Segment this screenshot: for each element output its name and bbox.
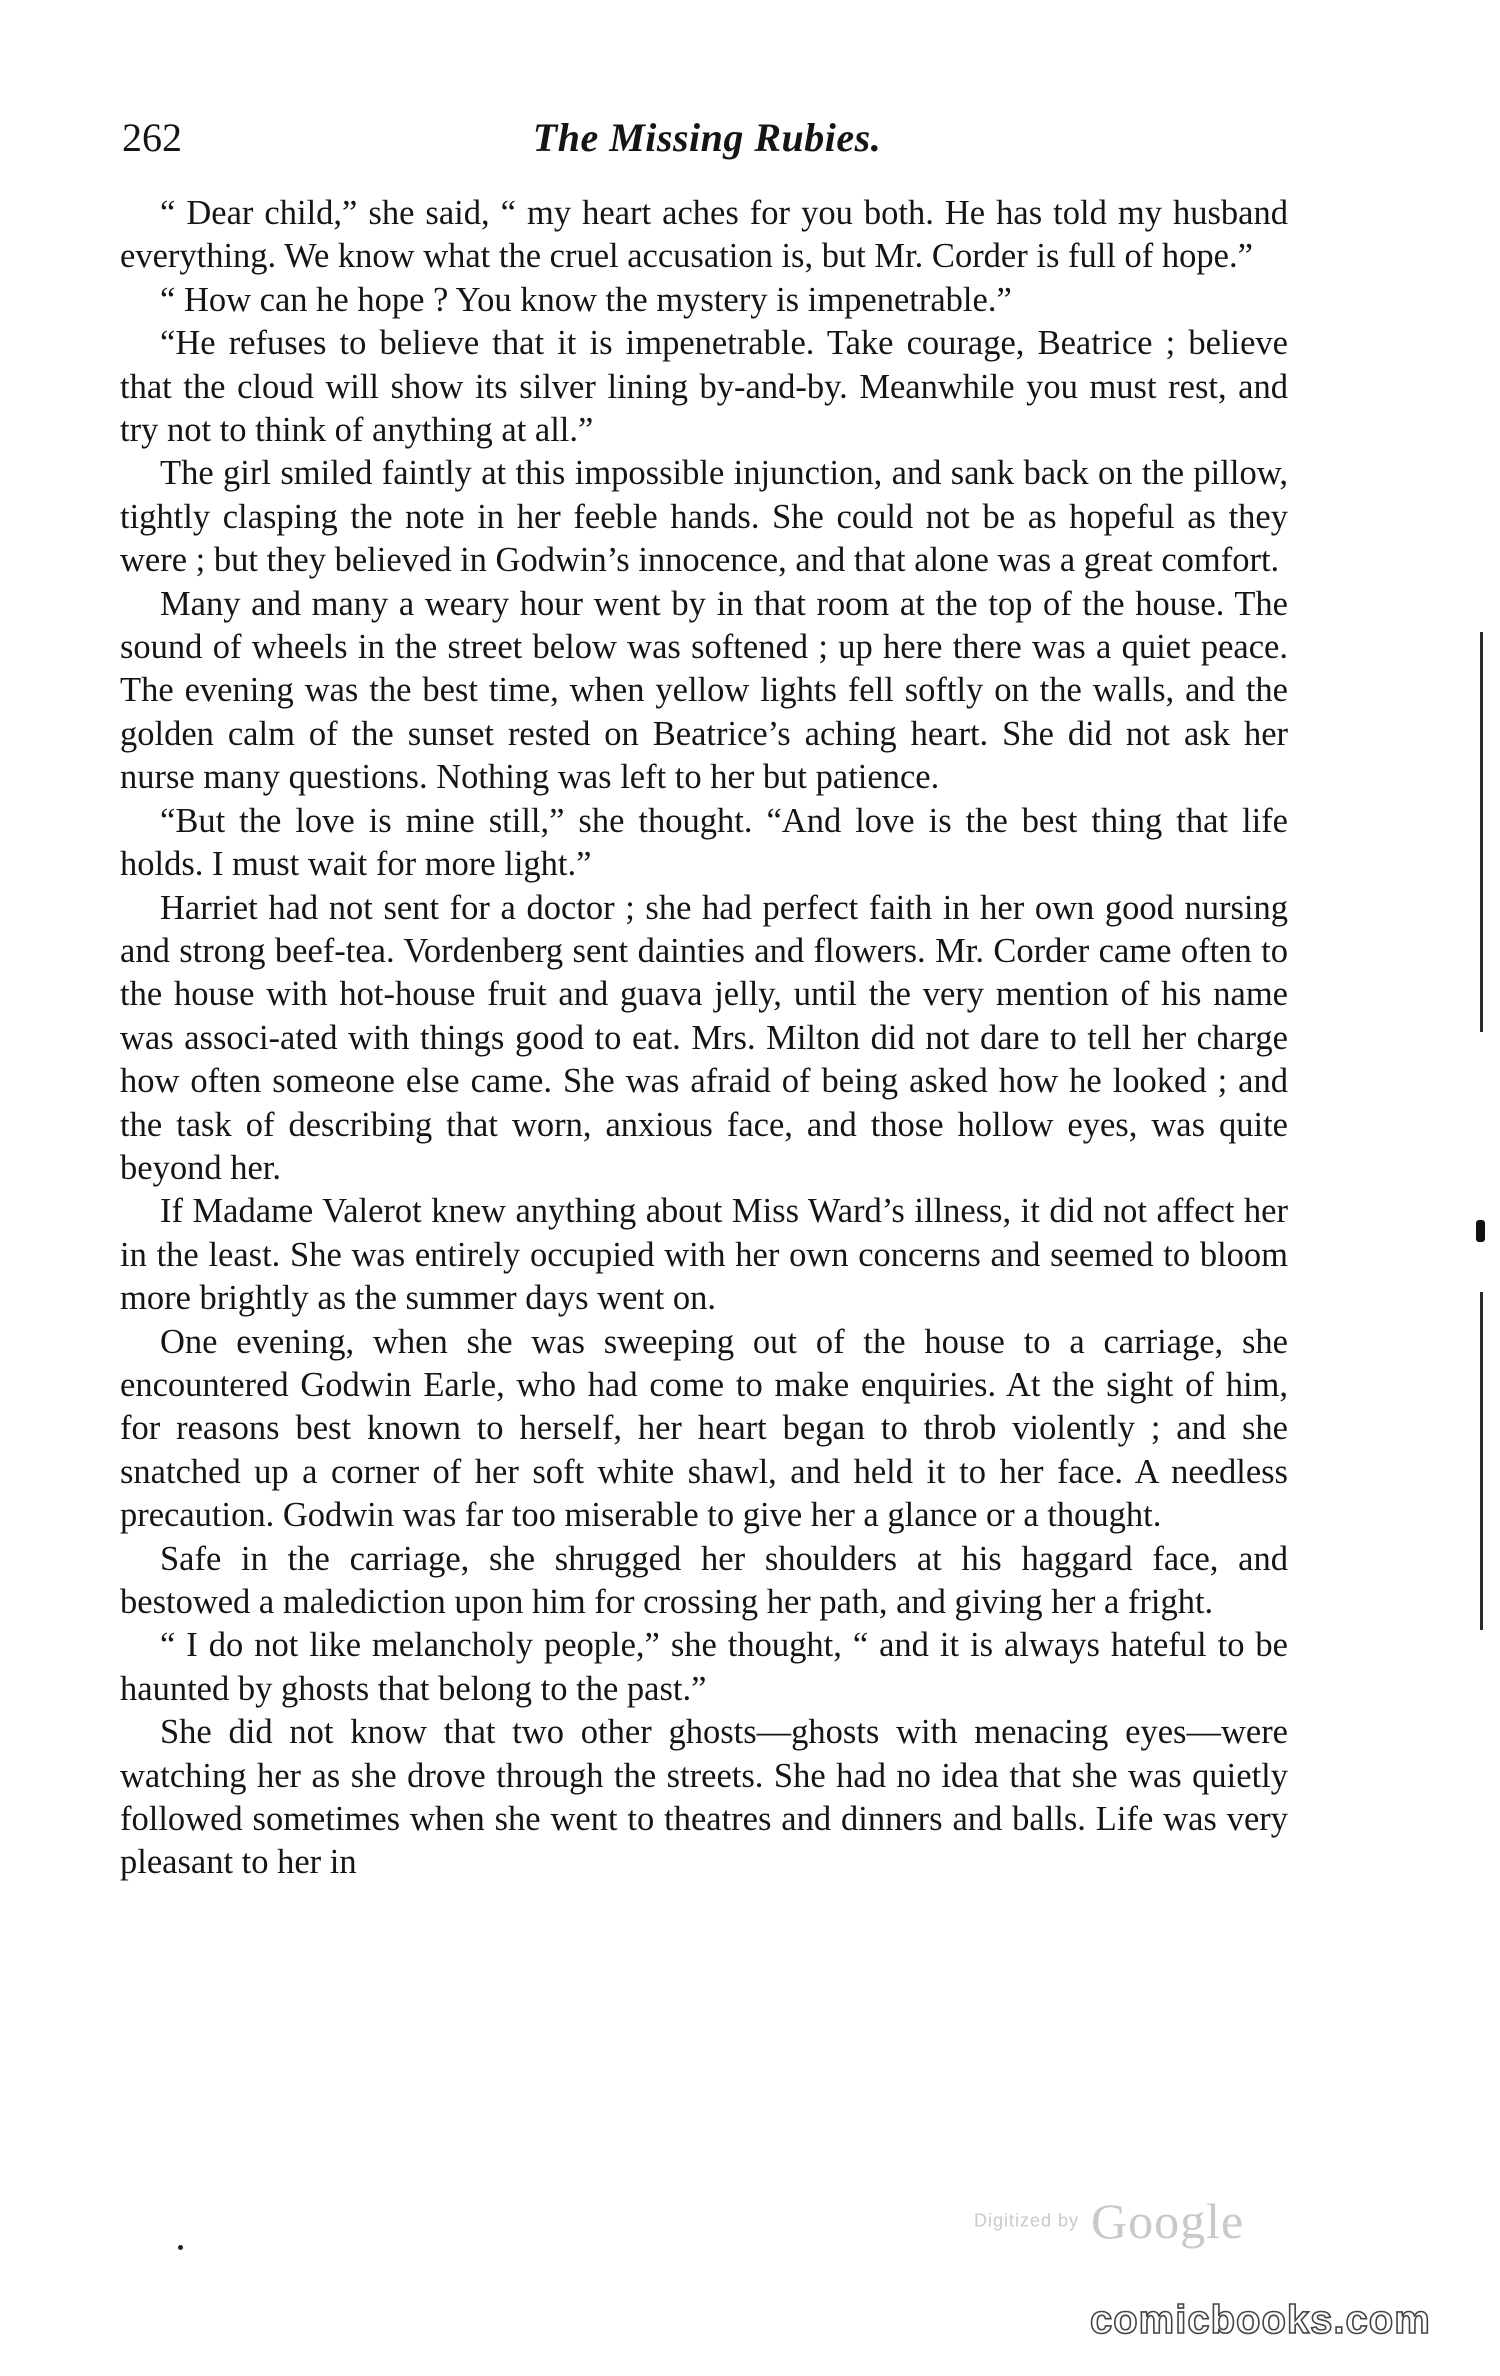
- page-header: [122, 108, 1292, 168]
- paragraph: The girl smiled faintly at this impossible injunction, and sank back on the pillow, tightly clasping the note in her feeble hands. She could not be as hopeful as they were ; but they believed in Godwin’s innocence, and that alone was a great comfort.: [120, 454, 1288, 580]
- site-watermark: comicbooks.com: [1090, 2298, 1431, 2342]
- paragraph: She did not know that two other ghosts—ghosts with menacing eyes—were watching her as she drove through the streets. She had no idea that she was quietly followed sometimes when she went to theatres and dinners and balls. Life was very pleasant to her in: [120, 1713, 1288, 1882]
- google-logo: Google: [1091, 2193, 1245, 2249]
- paragraph: “He refuses to believe that it is impenetrable. Take courage, Beatrice ; believe that the cloud will show its silver lining by-and-by. Meanwhile you must rest, and try not to think of anything at all.”: [120, 324, 1288, 450]
- paragraph: “ How can he hope ? You know the mystery is impenetrable.”: [160, 280, 1012, 319]
- running-title: The Missing Rubies.: [532, 115, 882, 160]
- paragraph: “ I do not like melancholy people,” she thought, “ and it is always hateful to be haunted by ghosts that belong to the past.”: [120, 1626, 1288, 1708]
- scan-speck: [178, 2245, 183, 2250]
- page-edge-line: [1480, 632, 1483, 1032]
- paragraph: If Madame Valerot knew anything about Miss Ward’s illness, it did not affect her in the least. She was entirely occupied with her own concerns and seemed to bloom more brightly as the summer days went on.: [120, 1192, 1288, 1318]
- page-edge-mark: [1476, 1220, 1485, 1242]
- paragraph: Harriet had not sent for a doctor ; she had perfect faith in her own good nursing and strong beef-tea. Vordenberg sent dainties and flowers. Mr. Corder came often to the house with hot-house fruit and guava jelly, until the very mention of his name was associ-ated with things good to eat. Mrs. Milton did not dare to tell her charge how often someone else came. She was afraid of being asked how he looked ; and the task of describing that worn, anxious face, and those hollow eyes, was quite beyond her.: [120, 888, 1288, 1187]
- paragraph: Safe in the carriage, she shrugged her shoulders at his haggard face, and bestowed a malediction upon him for crossing her path, and giving her a fright.: [120, 1539, 1288, 1621]
- body-text: [120, 192, 1288, 1885]
- paragraph: “ Dear child,” she said, “ my heart aches for you both. He has told my husband everything. We know what the cruel accusation is, but Mr. Corder is full of hope.”: [120, 194, 1288, 276]
- page-edge-line: [1480, 1292, 1483, 1630]
- paragraph: “But the love is mine still,” she thought. “And love is the best thing that life holds. I must wait for more light.”: [120, 801, 1288, 884]
- digitized-by-google-mark: [974, 2192, 1244, 2252]
- paragraph: Many and many a weary hour went by in that room at the top of the house. The sound of wheels in the street below was softened ; up here there was a quiet peace. The evening was the best time, when yellow lights fell softly on the walls, and the golden calm of the sunset rested on Beatrice’s aching heart. She did not ask her nurse many questions. Nothing was left to her but patience.: [120, 584, 1288, 797]
- page-number: 262: [122, 115, 182, 160]
- digitized-by-label: Digitized by: [974, 2210, 1080, 2231]
- paragraph: One evening, when she was sweeping out of the house to a carriage, she encountered Godwin Earle, who had come to make enquiries. At the sight of him, for reasons best known to herself, her heart began to throb violently ; and she snatched up a corner of her soft white shawl, and held it to her face. A needless precaution. Godwin was far too miserable to give her a glance or a thought.: [120, 1322, 1288, 1535]
